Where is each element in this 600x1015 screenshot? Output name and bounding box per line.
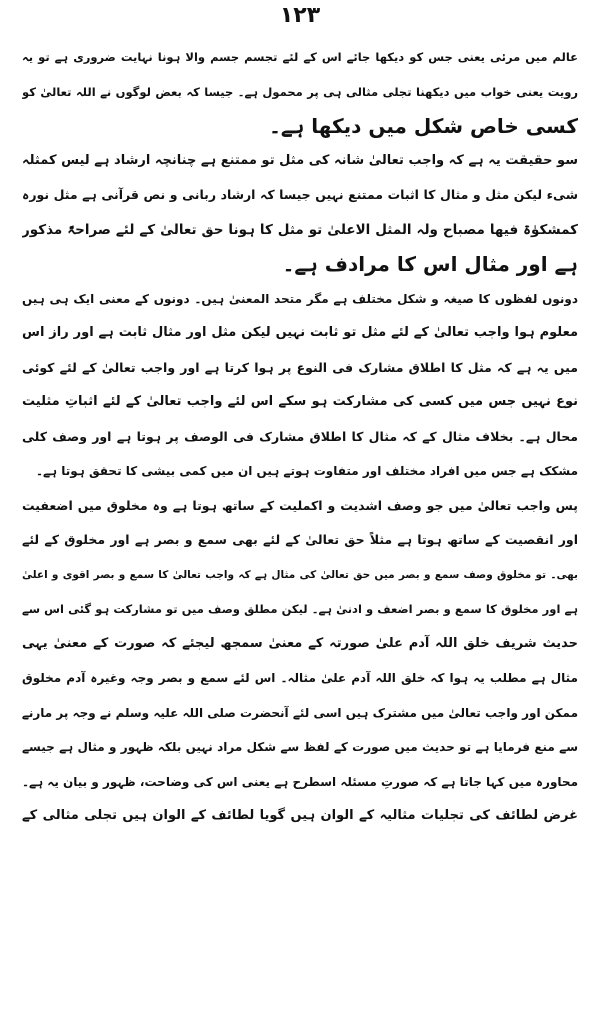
text-line: کسی خاص شکل میں دیکھا ہے۔: [269, 114, 578, 138]
text-line: ہے اور مخلوق کا سمع و بصر اضعف و ادنیٰ ہے۔ لیکن مطلق وصف میں تو مشارکت ہو گئی اس سے: [22, 602, 578, 616]
text-line: اور انقصیت کے ساتھ ہوتا ہے مثلاً حق تعالیٰ کے لئے بھی سمع و بصر ہے اور مخلوق کے لئے: [22, 532, 578, 547]
text-line: عالم میں مرئی یعنی جس کو دیکھا جائے اس کے لئے تجسم جسم والا ہونا نہایت ضروری ہے تو یہ: [22, 50, 578, 64]
text-line: مشکک ہے جس میں افراد مختلف اور متفاوت ہوتے ہیں ان میں کمی بیشی کا تحقق ہوتا ہے۔: [35, 464, 578, 478]
text-line: میں یہ ہے کہ مثل کا اطلاق مشارک فی النوع پر ہوا کرتا ہے اور واجب تعالیٰ کے لئے کوئی: [22, 359, 578, 375]
text-line: سے منع فرمایا ہے تو حدیث میں صورت کے لفظ سے شکل مراد نہیں بلکہ ظہور و مثال ہے جیسے: [22, 740, 578, 754]
text-line: غرض لطائف کی تجلیات مثالیہ کے الوان ہیں گویا لطائف کے الوان ہیں تجلی مثالی کے: [22, 808, 578, 823]
text-line: معلوم ہوا واجب تعالیٰ کے لئے مثل تو ثابت نہیں لیکن مثل اور مثال ثابت ہے اور راز اس: [22, 325, 578, 340]
text-line: نوع نہیں جس میں کسی کی مشارکت ہو سکے اس لئے واجب تعالیٰ کے لئے اثباتِ مثلیت: [22, 394, 578, 409]
text-line: ہے اور مثال اس کا مرادف ہے۔: [282, 252, 578, 276]
text-line: حدیث شریف خلق اللہ آدم علیٰ صورتہ کے معنیٰ سمجھ لیجئے کہ صورت کے معنیٰ یہی: [22, 635, 578, 651]
text-line: رویت یعنی خواب میں دیکھنا تجلی مثالی ہی پر محمول ہے۔ جیسا کہ بعض لوگوں نے اللہ تعالیٰ کو: [22, 84, 578, 99]
text-line: کمشکوٰۃ فیھا مصباح ولہ المثل الاعلیٰ تو مثل کا ہونا حق تعالیٰ کے لئے صراحۃً مذکور: [22, 221, 578, 238]
text-line: مثال ہے مطلب یہ ہوا کہ خلق اللہ آدم علیٰ مثالہ۔ اس لئے سمع و بصر وجہ وغیرہ آدم مخلوق: [22, 671, 578, 685]
text-line: پس واجب تعالیٰ میں جو وصف اشدیت و اکملیت کے ساتھ ہوتا ہے وہ مخلوق میں اضعفیت: [22, 497, 578, 513]
text-line: شیء لیکن مثل و مثال کا اثبات ممتنع نہیں جیسا کہ ارشاد ربانی و نص قرآنی ہے مثل نورہ: [22, 187, 578, 202]
page-number: ۱۲۳: [279, 3, 321, 28]
text-line: محال ہے۔ بخلاف مثال کے کہ مثال کا اطلاق مشارک فی الوصف پر ہوتا ہے اور وصف کلی: [22, 428, 578, 444]
text-line: بھی۔ تو مخلوق وصف سمع و بصر میں حق تعالیٰ کی مثال ہے کہ واجب تعالیٰ کا سمع و بصر اقوی و اعلیٰ: [22, 568, 578, 581]
text-line: محاورہ میں کہا جاتا ہے کہ صورتِ مسئلہ اسطرح ہے یعنی اس کی وضاحت، ظہور و بیان یہ ہے۔: [22, 774, 578, 789]
text-line: ممکن اور واجب تعالیٰ میں مشترک ہیں اسی لئے آنحضرت صلی اللہ علیہ وسلم نے وجہ پر مارنے: [22, 705, 578, 720]
page-body-text: [22, 40, 578, 834]
text-line: سو حقیقت یہ ہے کہ واجب تعالیٰ شانہ کی مثل تو ممتنع ہے چنانچہ ارشاد ہے لیس کمثلہ: [22, 152, 578, 168]
text-line: دونوں لفظوں کا صیغہ و شکل مختلف ہے مگر متحد المعنیٰ ہیں۔ دونوں کے معنی ایک ہی ہیں: [22, 291, 578, 306]
